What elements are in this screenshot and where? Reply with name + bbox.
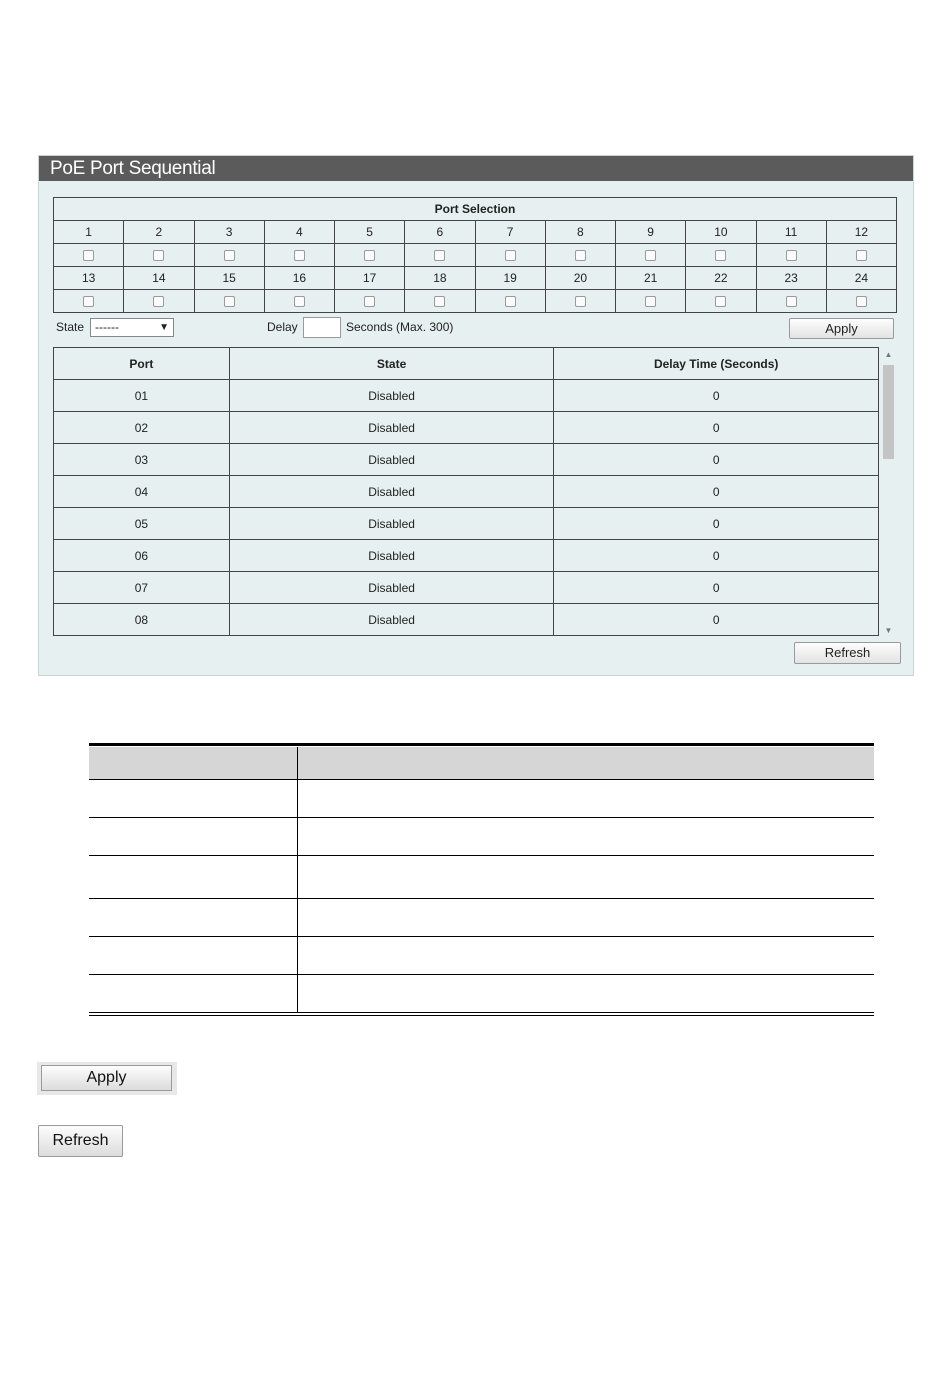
port-checkbox[interactable]	[575, 250, 586, 261]
port-number-label: 17	[335, 267, 405, 290]
table-row	[54, 572, 879, 604]
description-table-row-line	[89, 817, 874, 818]
port-cell	[756, 244, 826, 267]
port-number-label: 7	[475, 221, 545, 244]
delay-time-cell: 0	[554, 508, 879, 540]
status-column-header: Port	[54, 348, 230, 380]
apply-button[interactable]: Apply	[789, 318, 894, 339]
table-row	[54, 380, 879, 412]
port-cell	[475, 290, 545, 313]
port-cell: 07	[54, 572, 230, 604]
port-number-label: 6	[405, 221, 475, 244]
port-cell	[335, 290, 405, 313]
delay-seconds-hint: Seconds (Max. 300)	[346, 320, 454, 334]
poe-port-sequential-panel	[38, 155, 914, 676]
port-checkbox[interactable]	[645, 296, 656, 307]
description-table-row-line	[89, 855, 874, 856]
state-cell: Disabled	[229, 380, 554, 412]
port-number-label: 20	[545, 267, 615, 290]
state-cell: Disabled	[229, 476, 554, 508]
port-checkbox[interactable]	[575, 296, 586, 307]
port-cell	[405, 244, 475, 267]
triangle-down-icon: ▼	[159, 322, 169, 333]
port-cell: 04	[54, 476, 230, 508]
delay-label: Delay	[267, 320, 298, 334]
port-checkbox[interactable]	[856, 296, 867, 307]
port-cell	[826, 290, 896, 313]
triangle-down-icon[interactable]: ▼	[884, 626, 893, 635]
port-checkbox[interactable]	[83, 296, 94, 307]
port-number-label: 23	[756, 267, 826, 290]
port-number-label: 16	[264, 267, 334, 290]
port-number-label: 10	[686, 221, 756, 244]
port-checkbox[interactable]	[224, 296, 235, 307]
description-table-row-line	[89, 974, 874, 975]
port-cell	[826, 244, 896, 267]
port-cell: 01	[54, 380, 230, 412]
triangle-up-icon[interactable]: ▲	[884, 350, 893, 359]
port-status-table-container	[53, 347, 897, 639]
port-cell	[616, 290, 686, 313]
description-table-bottom-rule	[89, 1012, 874, 1016]
port-checkbox[interactable]	[294, 296, 305, 307]
port-number-label: 4	[264, 221, 334, 244]
port-cell	[616, 244, 686, 267]
port-number-label: 19	[475, 267, 545, 290]
port-checkbox[interactable]	[715, 296, 726, 307]
state-select[interactable]	[90, 318, 174, 337]
status-column-header: State	[229, 348, 554, 380]
port-number-label: 22	[686, 267, 756, 290]
port-status-table	[53, 347, 879, 636]
port-number-label: 21	[616, 267, 686, 290]
delay-time-cell: 0	[554, 572, 879, 604]
port-checkbox[interactable]	[224, 250, 235, 261]
apply-button-example[interactable]: Apply	[41, 1065, 172, 1091]
port-checkbox[interactable]	[505, 296, 516, 307]
refresh-button[interactable]: Refresh	[794, 642, 901, 664]
scroll-thumb[interactable]	[883, 365, 894, 459]
state-cell: Disabled	[229, 572, 554, 604]
status-column-header: Delay Time (Seconds)	[554, 348, 879, 380]
table-row	[54, 604, 879, 636]
port-cell	[545, 290, 615, 313]
description-table-header	[89, 747, 874, 779]
port-checkbox[interactable]	[786, 296, 797, 307]
port-cell: 02	[54, 412, 230, 444]
state-label: State	[56, 320, 85, 334]
refresh-button-example[interactable]: Refresh	[38, 1125, 123, 1157]
state-cell: Disabled	[229, 540, 554, 572]
port-cell	[194, 290, 264, 313]
port-checkbox[interactable]	[645, 250, 656, 261]
port-checkbox[interactable]	[364, 250, 375, 261]
delay-input[interactable]	[303, 317, 341, 338]
port-checkbox[interactable]	[364, 296, 375, 307]
state-cell: Disabled	[229, 412, 554, 444]
port-checkbox[interactable]	[153, 250, 164, 261]
port-number-label: 24	[826, 267, 896, 290]
port-cell	[686, 244, 756, 267]
port-checkbox[interactable]	[83, 250, 94, 261]
delay-time-cell: 0	[554, 604, 879, 636]
panel-title: PoE Port Sequential	[39, 156, 913, 181]
port-checkbox[interactable]	[434, 250, 445, 261]
port-cell: 05	[54, 508, 230, 540]
port-number-label: 14	[124, 267, 194, 290]
port-cell: 08	[54, 604, 230, 636]
state-cell: Disabled	[229, 604, 554, 636]
port-number-label: 15	[194, 267, 264, 290]
port-checkbox[interactable]	[434, 296, 445, 307]
port-cell	[335, 244, 405, 267]
port-cell	[194, 244, 264, 267]
port-number-label: 11	[756, 221, 826, 244]
port-checkbox[interactable]	[505, 250, 516, 261]
port-selection-grid	[53, 197, 897, 313]
table-row	[54, 508, 879, 540]
description-table-top-rule	[89, 743, 874, 746]
port-cell	[54, 290, 124, 313]
delay-time-cell: 0	[554, 444, 879, 476]
table-row	[54, 444, 879, 476]
port-cell: 03	[54, 444, 230, 476]
port-cell	[475, 244, 545, 267]
description-table-row-line	[89, 898, 874, 899]
port-number-label: 13	[54, 267, 124, 290]
port-cell	[264, 290, 334, 313]
state-select-value: ------	[95, 320, 119, 334]
port-number-label: 12	[826, 221, 896, 244]
port-number-label: 5	[335, 221, 405, 244]
port-number-label: 2	[124, 221, 194, 244]
table-row	[54, 412, 879, 444]
port-checkbox[interactable]	[786, 250, 797, 261]
port-checkbox[interactable]	[153, 296, 164, 307]
port-cell	[686, 290, 756, 313]
port-cell	[54, 244, 124, 267]
description-table-row-line	[89, 936, 874, 937]
port-number-label: 1	[54, 221, 124, 244]
table-row	[54, 476, 879, 508]
port-cell	[124, 290, 194, 313]
status-scrollbar[interactable]	[880, 347, 897, 639]
port-cell	[756, 290, 826, 313]
state-cell: Disabled	[229, 444, 554, 476]
port-checkbox[interactable]	[294, 250, 305, 261]
port-cell	[264, 244, 334, 267]
delay-time-cell: 0	[554, 380, 879, 412]
state-cell: Disabled	[229, 508, 554, 540]
port-cell	[124, 244, 194, 267]
port-selection-header: Port Selection	[54, 198, 897, 221]
table-row	[54, 540, 879, 572]
port-number-label: 3	[194, 221, 264, 244]
port-number-label: 9	[616, 221, 686, 244]
description-table-row-line	[89, 779, 874, 780]
port-cell: 06	[54, 540, 230, 572]
delay-time-cell: 0	[554, 540, 879, 572]
port-cell	[545, 244, 615, 267]
delay-time-cell: 0	[554, 412, 879, 444]
port-cell	[405, 290, 475, 313]
port-number-label: 8	[545, 221, 615, 244]
port-checkbox[interactable]	[856, 250, 867, 261]
port-checkbox[interactable]	[715, 250, 726, 261]
delay-time-cell: 0	[554, 476, 879, 508]
port-number-label: 18	[405, 267, 475, 290]
